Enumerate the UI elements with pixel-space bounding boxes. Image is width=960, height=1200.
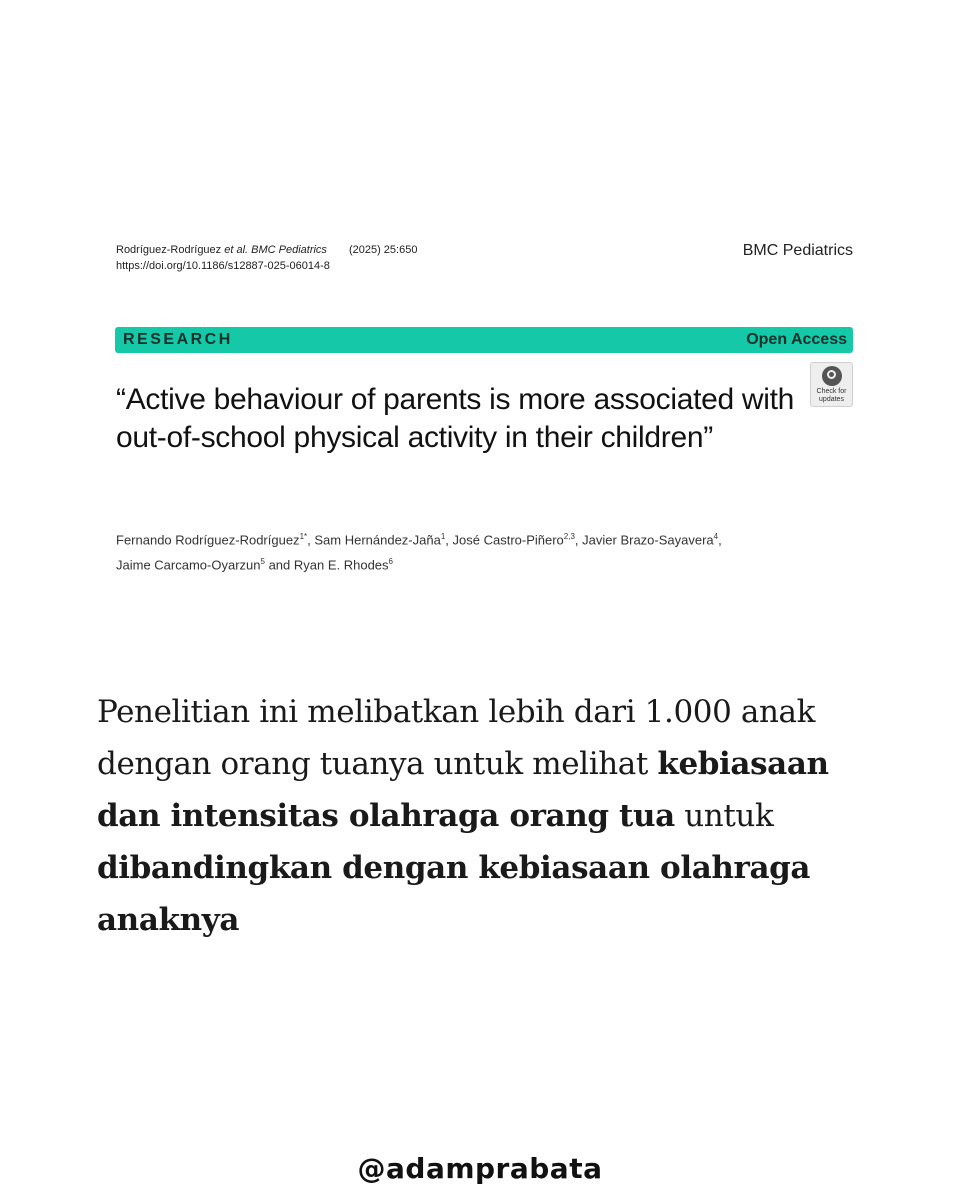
author-name: Sam Hernández-Jaña <box>314 532 441 548</box>
author-separator: , <box>718 532 722 548</box>
author-list <box>116 526 806 577</box>
author-name: Fernando Rodríguez-Rodríguez <box>116 532 300 548</box>
check-updates-icon <box>822 366 842 386</box>
citation-year-volume: (2025) 25:650 <box>348 244 418 256</box>
caption-bold-1: kebiasaan dan intensitas olahraga orang tua <box>97 746 829 834</box>
open-access-label: Open Access <box>746 331 847 348</box>
author-name: Javier Brazo-Sayavera <box>582 532 714 548</box>
check-for-updates-badge[interactable] <box>810 362 853 407</box>
caption-bold-2: dibandingkan dengan kebiasaan olahraga anaknya <box>97 850 811 938</box>
author-separator: , <box>445 532 453 548</box>
caption-text <box>97 686 897 946</box>
author-separator: , <box>574 532 583 548</box>
author-affiliation: 5 <box>260 557 265 567</box>
author-separator: and <box>264 557 294 573</box>
author-affiliation: 2,3 <box>563 532 575 541</box>
paper-title: “Active behaviour of parents is more associated with out-of-school physical activity in their children” <box>116 383 795 454</box>
author-name: Jaime Carcamo-Oyarzun <box>116 557 261 573</box>
author-affiliation: 1* <box>299 532 308 541</box>
author-affiliation: 1 <box>440 532 446 541</box>
paper-header <box>116 242 853 274</box>
social-handle: @adamprabata <box>357 1152 603 1185</box>
citation-journal: et al. BMC Pediatrics <box>224 244 327 256</box>
caption-part-1: Penelitian ini melibatkan lebih dari 1.000 anak dengan orang tuanya untuk melihat <box>97 694 815 782</box>
caption-part-2: untuk <box>674 798 774 834</box>
author-name: José Castro-Piñero <box>452 532 564 548</box>
research-label: RESEARCH <box>123 331 233 348</box>
citation-authors: Rodríguez-Rodríguez <box>116 244 222 256</box>
author-affiliation: 6 <box>388 557 393 567</box>
research-band <box>115 327 853 353</box>
journal-name: BMC Pediatrics <box>742 242 853 259</box>
check-updates-text: Check for updates <box>816 388 847 403</box>
doi-link[interactable]: https://doi.org/10.1186/s12887-025-06014-8 <box>116 260 330 272</box>
author-name: Ryan E. Rhodes <box>293 557 389 573</box>
author-separator: , <box>307 532 315 548</box>
author-affiliation: 4 <box>713 532 719 541</box>
